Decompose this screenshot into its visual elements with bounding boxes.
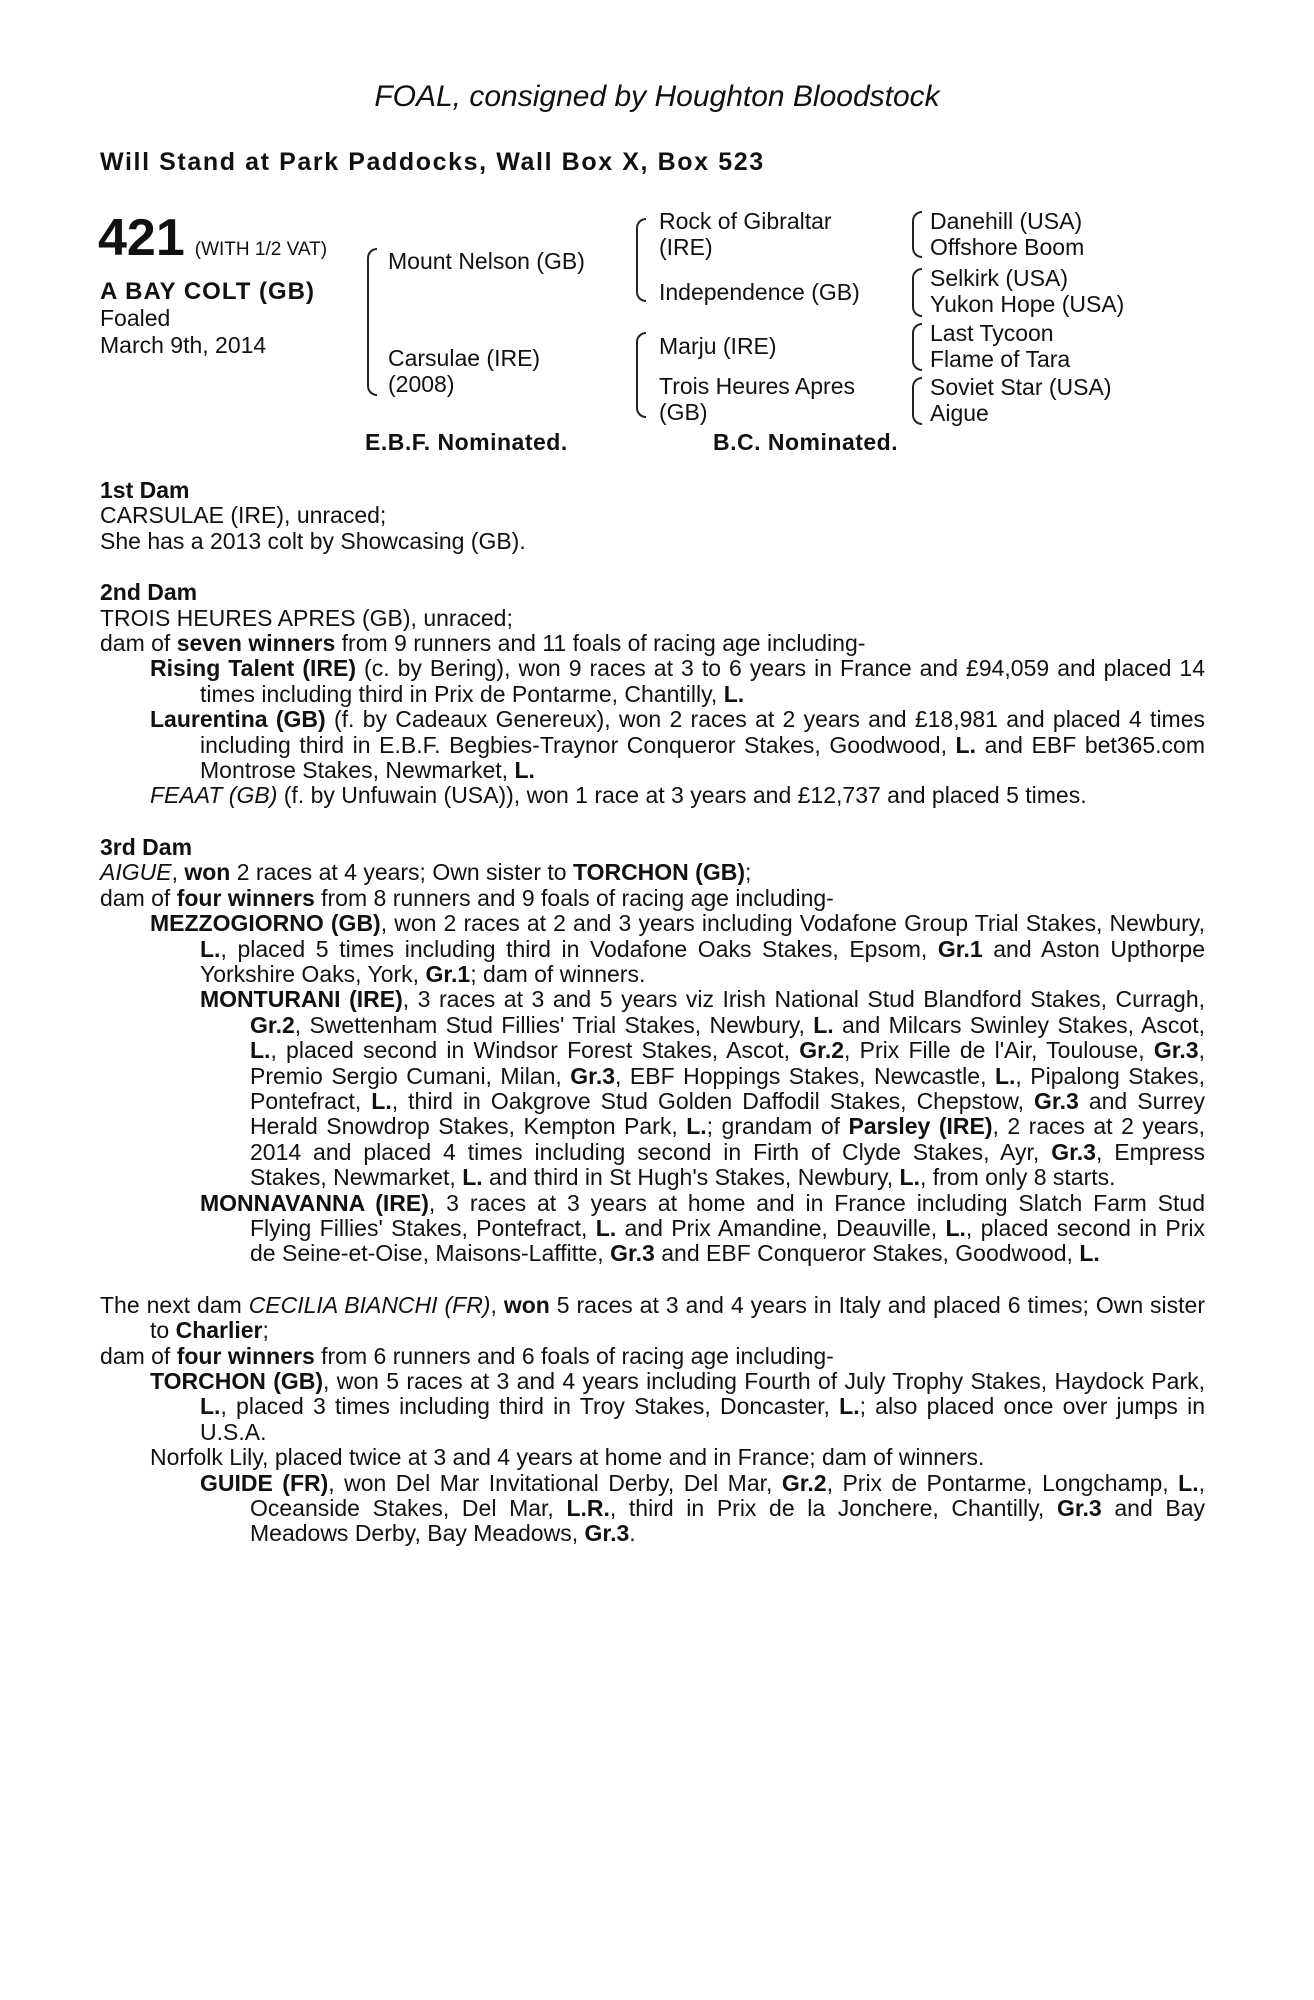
lot-heading xyxy=(98,208,327,268)
next-dam-line: The next dam CECILIA BIANCHI (FR), won 5 races at 3 and 4 years in Italy and placed 6 times; Own sister to Charlier; xyxy=(100,1291,1206,1344)
next-dam-entry-guide: GUIDE (FR), won Del Mar Invitational Derby, Del Mar, Gr.2, Prix de Pontarme, Longchamp, L., Oceanside Stakes, Del Mar, L.R., third in Prix de la Jonchere, Chantilly, Gr.3 and Bay Meadows Derby, Bay Meadows, Gr.3. xyxy=(200,1469,1206,1547)
first-dam-line: CARSULAE (IRE), unraced; xyxy=(100,502,387,529)
third-dam-entry-mezzogiorno: MEZZOGIORNO (GB), won 2 races at 2 and 3 years including Vodafone Group Trial Stakes, Newbury, L., placed 5 times including third in Vodafone Oaks Stakes, Epsom, Gr.1 and Aston Upthorpe Yorkshire Oaks, York, Gr.1; dam of winners. xyxy=(150,910,1205,987)
pedigree-sss: Danehill (USA) xyxy=(930,208,1083,234)
pedigree-sire: Mount Nelson (GB) xyxy=(388,248,585,274)
pedigree-sire-dam: Independence (GB) xyxy=(659,279,860,305)
pedigree-brace-ds xyxy=(912,323,922,371)
second-dam-line: TROIS HEURES APRES (GB), unraced; xyxy=(100,604,513,631)
ebf-nominated: E.B.F. Nominated. xyxy=(365,429,568,455)
next-dam-summary: dam of four winners from 6 runners and 6 foals of racing age including- xyxy=(100,1342,834,1369)
third-dam-line: AIGUE, won 2 races at 4 years; Own sister to TORCHON (GB); xyxy=(100,859,752,886)
foaled-date: March 9th, 2014 xyxy=(100,332,267,358)
pedigree-brace-sd xyxy=(912,268,922,317)
second-dam-entry-rising-talent: Rising Talent (IRE) (c. by Bering), won 9 races at 3 to 6 years in France and £94,059 and placed 14 times including third in Prix de Pontarme, Chantilly, L. xyxy=(150,655,1205,707)
second-dam-heading: 2nd Dam xyxy=(100,579,198,606)
pedigree-sire-sire: Rock of Gibraltar (IRE) xyxy=(659,208,832,260)
pedigree-dds: Soviet Star (USA) xyxy=(930,374,1112,400)
next-dam-entry-torchon: TORCHON (GB), won 5 races at 3 and 4 years including Fourth of July Trophy Stakes, Haydock Park, L., placed 3 times including third in Troy Stakes, Doncaster, L.; also placed once over jumps in U.S.A. xyxy=(150,1368,1205,1445)
bc-nominated: B.C. Nominated. xyxy=(713,429,899,455)
stand-location: Will Stand at Park Paddocks, Wall Box X, Box 523 xyxy=(100,148,765,176)
next-dam-entry-norfolk-lily: Norfolk Lily, placed twice at 3 and 4 years at home and in France; dam of winners. xyxy=(150,1444,985,1471)
vat-note: (WITH 1/2 VAT) xyxy=(194,239,328,260)
third-dam-entry-monturani: MONTURANI (IRE), 3 races at 3 and 5 years viz Irish National Stud Blandford Stakes, Curragh, Gr.2, Swettenham Stud Fillies' Trial Stakes, Newbury, L. and Milcars Swinley Stakes, Ascot, L., placed second in Windsor Forest Stakes, Ascot, Gr.2, Prix Fille de l'Air, Toulouse, Gr.3, Premio Sergio Cumani, Milan, Gr.3, EBF Hoppings Stakes, Newcastle, L., Pipalong Stakes, Pontefract, L., third in Oakgrove Stud Golden Daffodil Stakes, Chepstow, Gr.3 and Surrey Herald Snowdrop Stakes, Kempton Park, L.; grandam of Parsley (IRE), 2 races at 2 years, 2014 and placed 4 times including second in Firth of Clyde Stakes, Ayr, Gr.3, Empress Stakes, Newmarket, L. and third in St Hugh's Stakes, Newbury, L., from only 8 starts. xyxy=(200,986,1205,1191)
second-dam-entry-laurentina: Laurentina (GB) (f. by Cadeaux Genereux), won 2 races at 2 years and £18,981 and placed 4 times including third in E.B.F. Begbies-Traynor Conqueror Stakes, Goodwood, L. and EBF bet365.com Montrose Stakes, Newmarket, L. xyxy=(150,706,1206,784)
pedigree-brace-ss xyxy=(912,211,922,258)
pedigree-ssd: Offshore Boom xyxy=(930,234,1085,260)
pedigree-dam-sire: Marju (IRE) xyxy=(659,333,777,359)
pedigree-dsd: Flame of Tara xyxy=(930,346,1071,372)
pedigree-brace-dd xyxy=(912,377,922,425)
lot-number: 421 xyxy=(98,209,185,267)
third-dam-entry-monnavanna: MONNAVANNA (IRE), 3 races at 3 years at home and in France including Slatch Farm Stud Flying Fillies' Stakes, Pontefract, L. and Prix Amandine, Deauville, L., placed second in Prix de Seine-et-Oise, Maisons-Laffitte, Gr.3 and EBF Conqueror Stakes, Goodwood, L. xyxy=(200,1189,1206,1267)
second-dam-entry-feaat: FEAAT (GB) (f. by Unfuwain (USA)), won 1 race at 3 years and £12,737 and placed 5 times. xyxy=(150,782,1087,809)
pedigree-dam: Carsulae (IRE) (2008) xyxy=(388,345,541,397)
pedigree-brace-dam xyxy=(636,332,646,418)
pedigree-dam-dam: Trois Heures Apres (GB) xyxy=(659,373,855,425)
third-dam-summary: dam of four winners from 8 runners and 9 foals of racing age including- xyxy=(100,884,834,911)
first-dam-heading: 1st Dam xyxy=(100,477,190,503)
first-dam-produce: She has a 2013 colt by Showcasing (GB). xyxy=(100,527,526,554)
catalogue-header: FOAL, consigned by Houghton Bloodstock xyxy=(374,80,940,113)
pedigree-notes xyxy=(100,478,1205,1547)
foaled-label: Foaled xyxy=(100,305,171,331)
pedigree-ddd: Aigue xyxy=(930,400,989,426)
pedigree-dss: Last Tycoon xyxy=(930,320,1054,346)
pedigree-brace-sire xyxy=(636,218,646,302)
third-dam-heading: 3rd Dam xyxy=(100,833,193,860)
lot-description: A BAY COLT (GB) xyxy=(100,278,316,305)
pedigree-sdd: Yukon Hope (USA) xyxy=(930,291,1125,317)
foaled-info xyxy=(100,305,266,359)
second-dam-summary: dam of seven winners from 9 runners and 11 foals of racing age including- xyxy=(100,630,866,657)
pedigree-brace-main xyxy=(367,248,377,396)
pedigree-sds: Selkirk (USA) xyxy=(930,265,1069,291)
